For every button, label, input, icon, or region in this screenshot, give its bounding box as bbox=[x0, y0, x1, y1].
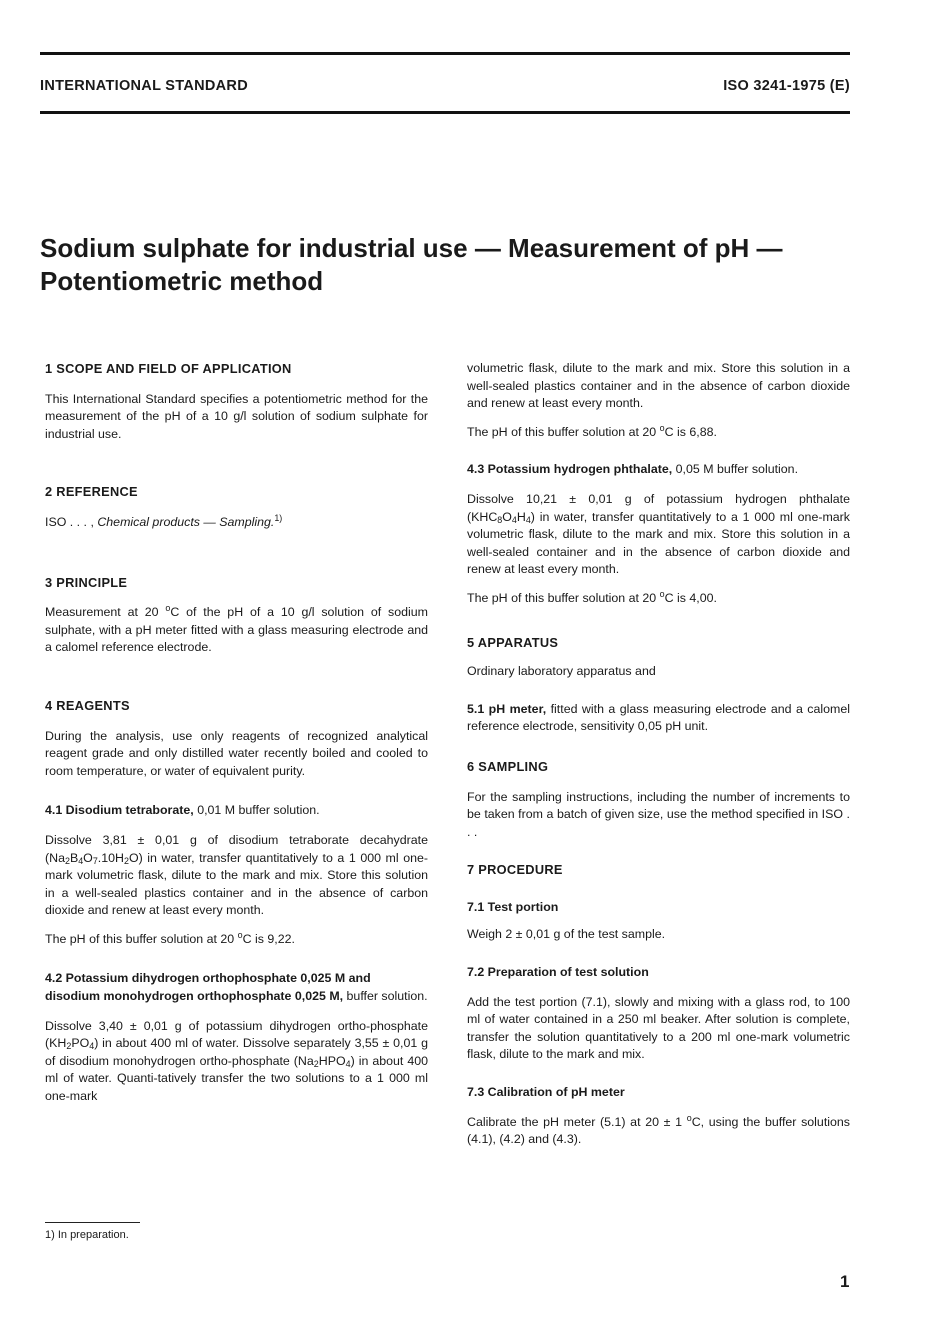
section-7-2-body: Add the test portion (7.1), slowly and mixing with a glass rod, to 100 ml of water contained in a 250 ml beaker. After solution is complete, transfer the solution quantitatively to a 200 ml one-mark volumetric flask, dilute to the mark and mix. bbox=[467, 994, 850, 1062]
standard-number: ISO 3241-1975 (E) bbox=[723, 78, 850, 94]
header-top-rule bbox=[40, 52, 850, 55]
document-type-label: INTERNATIONAL STANDARD bbox=[40, 78, 248, 94]
section-6-heading: 6 SAMPLING bbox=[467, 758, 549, 774]
reference-title: Chemical products — Sampling. bbox=[97, 514, 275, 529]
left-column bbox=[45, 360, 428, 1106]
section-2-body bbox=[45, 514, 428, 532]
section-4-2-body: Dissolve 3,40 ± 0,01 g of potassium dihydrogen ortho-phosphate $(KH_2PO_4)$ in about 400 ml of water. Dissolve separately 3,55 ± 0,01 g of disodium monohydrogen ortho-phosphate $(Na_2HPO_4)$ in about 400 ml of water. Quanti-tatively transfer the two solutions to a 1 000 ml one-mark bbox=[45, 1018, 429, 1104]
section-4-1-body: Dissolve 3,81 ± 0,01 g of disodium tetraborate decahydrate $(Na_2B_4O_7.10H_2O)$ in water, transfer quantitatively to a 1 000 ml one-mark volumetric flask, dilute to the mark and mix. Store this solution in a well-sealed plastics container and in the absence of carbon dioxide and renew at least every month. bbox=[45, 832, 428, 918]
section-4-2-continuation: volumetric flask, dilute to the mark and mix. Store this solution in a well-sealed plastics container and in the absence of carbon dioxide and renew at least every month. bbox=[467, 361, 850, 411]
section-4-2-ph: The pH of this buffer solution at 20 $^o$C is 6,88. bbox=[467, 422, 717, 439]
section-4-3-heading: 4.3 Potassium hydrogen phthalate, 0,05 M buffer solution. bbox=[467, 462, 799, 477]
section-4-3-ph: The pH of this buffer solution at 20 $^o$C is 4,00. bbox=[467, 588, 717, 605]
title-line-1: Sodium sulphate for industrial use — Measurement of pH — bbox=[40, 233, 783, 263]
section-4-3-body: Dissolve 10,21 ± 0,01 g of potassium hydrogen phthalate $(KHC_8O_4H_4)$ in water, transfer quantitatively to a 1 000 ml one-mark volumetric flask, dilute to the mark and mix. Store this solution in a well-sealed container and in the absence of carbon dioxide and renew at least every month. bbox=[467, 491, 850, 577]
section-4-1-heading: 4.1 Disodium tetraborate, 0,01 M buffer solution. bbox=[45, 803, 320, 818]
document-title bbox=[40, 232, 860, 298]
section-1-body: This International Standard specifies a potentiometric method for the measurement of the pH of a 10 g/l solution of sodium sulphate for industrial use. bbox=[45, 391, 428, 441]
section-2-heading: 2 REFERENCE bbox=[45, 484, 138, 500]
section-5-body: Ordinary laboratory apparatus and bbox=[467, 664, 656, 679]
header-bottom-rule bbox=[40, 111, 850, 114]
section-5-1-heading: 5.1 pH meter, bbox=[467, 701, 547, 716]
section-3-body: Measurement at 20 $^o$C of the pH of a 10 g/l solution of sodium sulphate, with a pH meter fitted with a glass measuring electrode and a calomel reference electrode. bbox=[45, 603, 428, 655]
section-5-heading: 5 APPARATUS bbox=[467, 634, 559, 650]
section-7-2-heading: 7.2 Preparation of test solution bbox=[467, 965, 649, 980]
section-7-1-heading: 7.1 Test portion bbox=[467, 899, 559, 914]
section-1-heading: 1 SCOPE AND FIELD OF APPLICATION bbox=[45, 361, 292, 376]
section-7-3-body: Calibrate the pH meter (5.1) at 20 ± 1 $^o$C, using the buffer solutions (4.1), (4.2) and (4.3). bbox=[467, 1112, 850, 1147]
section-4-body: During the analysis, use only reagents of recognized analytical reagent grade and only distilled water recently boiled and cooled to room temperature, or water of equivalent purity. bbox=[45, 728, 428, 778]
section-6-body: For the sampling instructions, including the number of increments to be taken from a batch of given size, use the method specified in ISO . . . bbox=[467, 789, 850, 839]
section-4-2-heading: 4.2 Potassium dihydrogen orthophosphate 0,025 M and disodium monohydrogen orthophosphate 0,025 M, buffer solution. bbox=[45, 971, 428, 1004]
footnote-rule bbox=[45, 1222, 140, 1223]
title-line-2: Potentiometric method bbox=[40, 266, 324, 296]
section-7-1-body: Weigh 2 ± 0,01 g of the test sample. bbox=[467, 927, 666, 942]
page-number: 1 bbox=[840, 1272, 850, 1291]
section-3-heading: 3 PRINCIPLE bbox=[45, 574, 128, 590]
section-4-heading: 4 REAGENTS bbox=[45, 697, 130, 713]
footnote-marker: 1) bbox=[274, 512, 283, 523]
footnote: 1) In preparation. bbox=[45, 1229, 129, 1241]
section-7-3-heading: 7.3 Calibration of pH meter bbox=[467, 1085, 625, 1100]
iso-reference-number: ISO . . . , bbox=[45, 514, 94, 529]
section-7-heading: 7 PROCEDURE bbox=[467, 862, 563, 878]
section-4-1-ph: The pH of this buffer solution at 20 $^o$C is 9,22. bbox=[45, 929, 295, 946]
right-column bbox=[467, 360, 850, 1149]
section-5-1: 5.1 pH meter, fitted with a glass measuring electrode and a calomel reference electrode, sensitivity 0,05 pH unit. bbox=[467, 701, 850, 734]
